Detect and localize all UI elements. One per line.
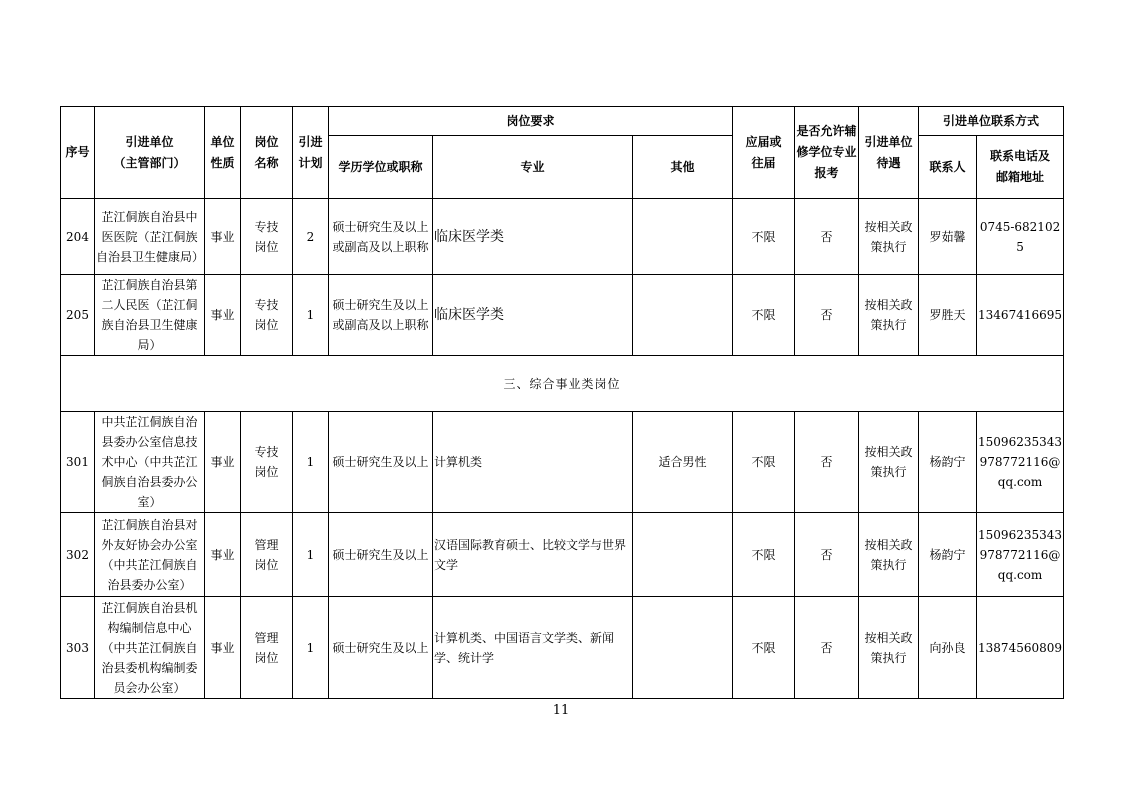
header-post <box>241 107 293 199</box>
cell-unit: 芷江侗族自治县机构编制信息中心（中共芷江侗族自治县委机构编制委员会办公室） <box>95 597 205 699</box>
header-auxiliary-line1: 是否允许辅 <box>796 124 857 138</box>
cell-other <box>633 597 733 699</box>
cell-other: 适合男性 <box>633 412 733 513</box>
cell-fresh: 不限 <box>733 412 795 513</box>
cell-contact-person: 杨韵宁 <box>919 513 977 597</box>
cell-contact-person: 向孙良 <box>919 597 977 699</box>
cell-post: 专技岗位 <box>241 199 293 275</box>
cell-contact-person: 罗胜天 <box>919 275 977 356</box>
header-auxiliary-line2: 修学位专业 <box>796 145 857 159</box>
cell-auxiliary: 否 <box>795 275 859 356</box>
header-fresh-line1: 应届或 <box>745 134 782 149</box>
header-fresh <box>733 107 795 199</box>
cell-education: 硕士研究生及以上 <box>329 597 433 699</box>
cell-treatment: 按相关政策执行 <box>859 199 919 275</box>
header-plan <box>293 107 329 199</box>
cell-fresh: 不限 <box>733 597 795 699</box>
cell-nature: 事业 <box>205 275 241 356</box>
cell-post: 管理岗位 <box>241 513 293 597</box>
cell-fresh: 不限 <box>733 513 795 597</box>
header-plan-line2: 计划 <box>298 155 323 170</box>
cell-unit: 中共芷江侗族自治县委办公室信息技术中心（中共芷江侗族自治县委办公室） <box>95 412 205 513</box>
header-nature-line1: 单位 <box>210 134 235 149</box>
header-auxiliary <box>795 107 859 199</box>
cell-education: 硕士研究生及以上或副高及以上职称 <box>329 199 433 275</box>
cell-contact-info: 15096235343 978772116@qq.com <box>977 412 1064 513</box>
recruitment-table <box>60 106 1064 699</box>
header-requirements: 岗位要求 <box>329 107 733 136</box>
header-unit-line2: （主管部门） <box>113 155 186 170</box>
header-treatment-line1: 引进单位 <box>864 134 913 149</box>
cell-seq: 303 <box>61 597 95 699</box>
header-unit <box>95 107 205 199</box>
header-auxiliary-line3: 报考 <box>814 166 839 180</box>
cell-nature: 事业 <box>205 513 241 597</box>
table-row <box>61 597 1064 699</box>
cell-other <box>633 513 733 597</box>
cell-fresh: 不限 <box>733 199 795 275</box>
cell-unit: 芷江侗族自治县第二人民医（芷江侗族自治县卫生健康局） <box>95 275 205 356</box>
cell-plan: 1 <box>293 275 329 356</box>
cell-fresh: 不限 <box>733 275 795 356</box>
header-major: 专业 <box>433 136 633 199</box>
cell-post: 专技岗位 <box>241 275 293 356</box>
cell-education: 硕士研究生及以上或副高及以上职称 <box>329 275 433 356</box>
cell-plan: 1 <box>293 513 329 597</box>
cell-post: 管理岗位 <box>241 597 293 699</box>
header-contact-info <box>977 136 1064 199</box>
cell-treatment: 按相关政策执行 <box>859 513 919 597</box>
section-title: 三、综合事业类岗位 <box>61 356 1064 412</box>
header-plan-line1: 引进 <box>298 134 323 149</box>
cell-plan: 2 <box>293 199 329 275</box>
table-header <box>61 107 1064 199</box>
table-row <box>61 199 1064 275</box>
cell-seq: 205 <box>61 275 95 356</box>
header-contact-info-line1: 联系电话及 <box>990 149 1051 163</box>
cell-seq: 302 <box>61 513 95 597</box>
cell-treatment: 按相关政策执行 <box>859 275 919 356</box>
cell-auxiliary: 否 <box>795 199 859 275</box>
cell-contact-info: 13467416695 <box>977 275 1064 356</box>
cell-unit: 芷江侗族自治县中医医院（芷江侗族自治县卫生健康局） <box>95 199 205 275</box>
table-row <box>61 412 1064 513</box>
header-treatment-line2: 待遇 <box>876 155 901 170</box>
header-post-line2: 名称 <box>254 155 279 170</box>
cell-auxiliary: 否 <box>795 597 859 699</box>
cell-other <box>633 275 733 356</box>
header-nature <box>205 107 241 199</box>
cell-other <box>633 199 733 275</box>
table-row <box>61 513 1064 597</box>
cell-auxiliary: 否 <box>795 412 859 513</box>
cell-seq: 204 <box>61 199 95 275</box>
section-row <box>61 356 1064 412</box>
header-education: 学历学位或职称 <box>329 136 433 199</box>
cell-nature: 事业 <box>205 199 241 275</box>
cell-plan: 1 <box>293 597 329 699</box>
cell-contact-info: 13874560809 <box>977 597 1064 699</box>
header-post-line1: 岗位 <box>254 134 279 149</box>
header-fresh-line2: 往届 <box>751 155 776 170</box>
header-other: 其他 <box>633 136 733 199</box>
header-contact-group: 引进单位联系方式 <box>919 107 1064 136</box>
header-unit-line1: 引进单位 <box>125 134 174 149</box>
cell-major: 汉语国际教育硕士、比较文学与世界文学 <box>433 513 633 597</box>
cell-education: 硕士研究生及以上 <box>329 412 433 513</box>
cell-treatment: 按相关政策执行 <box>859 597 919 699</box>
cell-nature: 事业 <box>205 412 241 513</box>
cell-unit: 芷江侗族自治县对外友好协会办公室（中共芷江侗族自治县委办公室） <box>95 513 205 597</box>
cell-major: 临床医学类 <box>433 275 633 356</box>
cell-education: 硕士研究生及以上 <box>329 513 433 597</box>
page-number: 11 <box>552 703 570 718</box>
cell-major: 计算机类 <box>433 412 633 513</box>
table-row <box>61 275 1064 356</box>
header-contact-info-line2: 邮箱地址 <box>996 170 1045 184</box>
cell-seq: 301 <box>61 412 95 513</box>
header-seq: 序号 <box>61 107 95 199</box>
cell-contact-info: 15096235343 978772116@qq.com <box>977 513 1064 597</box>
cell-major: 临床医学类 <box>433 199 633 275</box>
cell-treatment: 按相关政策执行 <box>859 412 919 513</box>
cell-contact-person: 杨韵宁 <box>919 412 977 513</box>
header-treatment <box>859 107 919 199</box>
header-nature-line2: 性质 <box>210 155 235 170</box>
cell-nature: 事业 <box>205 597 241 699</box>
cell-contact-person: 罗茹馨 <box>919 199 977 275</box>
cell-post: 专技岗位 <box>241 412 293 513</box>
cell-plan: 1 <box>293 412 329 513</box>
cell-auxiliary: 否 <box>795 513 859 597</box>
header-contact-person: 联系人 <box>919 136 977 199</box>
cell-major: 计算机类、中国语言文学类、新闻学、统计学 <box>433 597 633 699</box>
cell-contact-info: 0745-6821025 <box>977 199 1064 275</box>
